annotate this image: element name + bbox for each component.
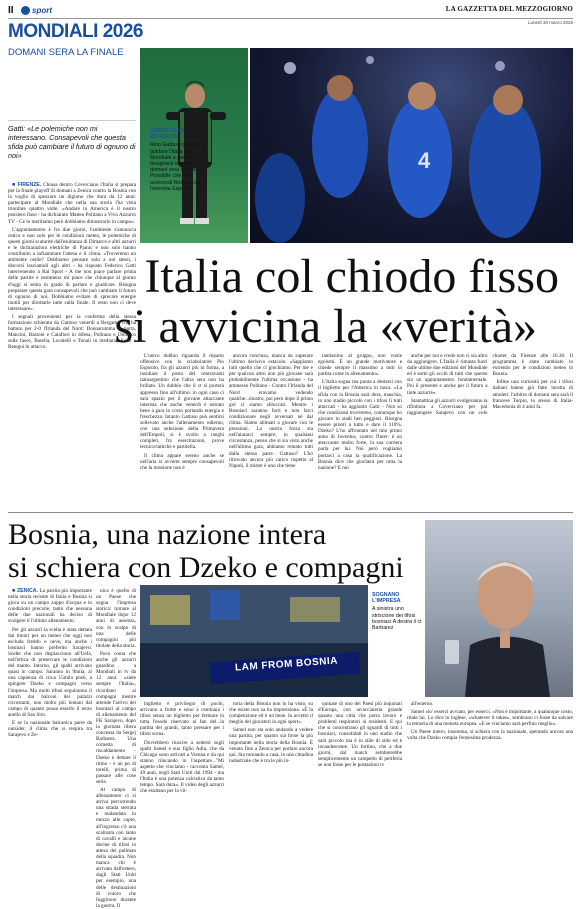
- article1-col1-p2: L'appuntamento è fra due giorni, l'ambiente s'annuncia ostico e non solo per le condizioni meteo, le polemiche di questi giorni scaturite dall'esultanza di Dimarco e altri azzurri e le dichiarazioni elettriche di Pjanic e non solo hanno contribuito a infiammare l'attesa e il clima. «Troveremo un ambiente ostile? Dobbiamo pensare solo a noi stessi, i discorsi lasciamoli agli altri - ha risposto Federico Gatti intervenendo a Rai Sport - A me non piace parlare prima delle partite e nemmeno mi piace che chiunque al giorno d'oggi si senta in grado di parlare e giudicare. Bisogna preparare questa gara consapevoli che può cambiare il futuro di ognuno di noi. Dobbiamo evitare di sprecare energie inutili per dirottarle tutte sulla finale. Il resto non ci deve interessare».: [8, 226, 136, 312]
- headline-main-line1: Italia col chiodo fisso: [144, 250, 559, 303]
- article2-col6: [407, 701, 573, 836]
- article1-dateline-bullet: ■: [12, 182, 18, 188]
- article1-col5-p2: Stamattina gli azzurri svolgeranno la rifinitura a Coverciano per poi raggiungere Sarajevo con un volo charter da Firenze alle 16.30. Il programma è stato cambiato in extremis per le condizioni meteo in Bosnia.: [407, 353, 573, 416]
- headline-secondary-line2: si schiera con Dzeko e compagni: [8, 551, 404, 584]
- fans-crowd: [140, 585, 368, 697]
- article2-col5: [318, 701, 402, 836]
- page-number: II: [8, 5, 14, 16]
- article2-col3-p2: Dovrebbero riuscire a sedersi sugli spalti Samel e suo figlio Adin, che da Chicago sono arrivati a Vienna e da qui stanno rilucando in l'aspettare..."Mi aspetto che vinciamo - racconta Samel, 49 anni, negli Stati Uniti dal 1994 - ma l'Italia è una potenza calcistica da tanto tempo. Sarà dura». Il video degli azzurri che esultano per la vit-: [140, 739, 224, 795]
- article1-col4-p1: tantissimo al gruppo, non vuole egoismi. È un grande motivatore e chiede sempre il massimo a tutti in partita come in allenamento».: [318, 353, 402, 378]
- fans-banner-text: LAM FROM BOSNIA: [234, 655, 339, 674]
- players-figures: [250, 48, 573, 243]
- article2-dateline-bullet: ■: [12, 588, 18, 594]
- article2-col1-p2: Per gli azzurri la scelta è stata dettata dai timori per un meteo che oggi non escluda freddo e neve, ma anche i bosniaci hanno preferito Sarajevo. Scelte che non dispiacciono all'Uefa, nell'ottica di preservare le condizioni del manto. Intorno, gli spalti arrivano quasi in campo. Saranno in 9mila, ai una capienza di circa 15mila posti, a spingere Dzeko e compagni verso l'impresa. Ma molti tifosi seguiranno il match dai balconi dei palazzi circostanti, non molto più lontani dal campo di quanto possa esserlo il terzo anello di San Siro.: [8, 626, 92, 718]
- kicker-title: MONDIALI 2026: [8, 21, 143, 42]
- photo-bosnia-fans: [140, 585, 368, 697]
- article1-col5-p1: anche per noi e credo non ci sia altro da aggiungere. L'Italia è rimasta fuori dalle ultime due edizioni del Mondiale ed è sotto gli occhi di tutti che questo sia un appuntamento fondamentale. Poi il presente e anche per il futuro a tinte azzurre».: [407, 353, 488, 396]
- quote-text: Gatti: «Le polemiche non mi interessano. Consapevoli che questa sfida può cambiare il futuro di ognuno di noi»: [8, 124, 136, 160]
- headline-main-line2: si avvicina la «verità»: [114, 300, 537, 353]
- coach-portrait: [425, 520, 573, 697]
- photo-italy-celebration: [250, 48, 573, 243]
- article2-col6-p3: Un Paese intero, insomma, si schiera con la nazionale, sperando ancora una volta che Dzeko compia l'ennesima prodezza.: [407, 729, 573, 742]
- section-logo-badge: [21, 6, 30, 15]
- article1-col4-p2: L'Italia sogna ma punta a destarsi con il biglietto per l'America in tasca. «La sfida con la Bosnia sarà dura, maschia, in uno stadio piccolo con i tifosi lì tutti attaccati - ha aggiunto Gatti - Non so che condizioni troveremo, comunque ho giocato in stadi ben peggiori. Bisogna essere pronti a tutto e dare il 110%. Dzeko? L'ho affrontato nel mio primo anno di Juventus, contro l'Inter: è un attaccante molto forte, la sua carriera parla per lui. Noi però vogliamo portarci a casa la qualificazione. La Bosnia dice che giocherà per tutta la nazione? E noi: [318, 379, 402, 471]
- article2-col2-p3: Al campo di allenamento ci si arriva percorrendo una strada sterrata e malandata in mezzo alle capre, all'ingresso c'è una scalinata con tanto di cavalli e alcune decine di tifosi in attesa del pullman della squadra. Non manca chi è arrivato dall'estero, dagli Stati Uniti per esempio, una delle destinazioni di coloro che fuggirono durante la guerra. Il: [96, 787, 136, 909]
- article2-col2-rendered: [96, 588, 136, 909]
- article2-col6-p2: Samel «lo' esserci avviato, per esserci. «Non è importante, a qualunque costo, ritale lui. Lo dice in inglese, «whatever it takes», sembrano ci fosse da salvare la temoria di una moneta europea. «E se vinciamo sarà perfino meglio».: [407, 709, 573, 728]
- article2-col3: [140, 701, 224, 836]
- caption-body-2: A sinistra uno striscione dei tifosi bosniaci A destra il ct Barbarez: [372, 606, 422, 632]
- article1-col3: [229, 353, 313, 508]
- article2-col1: [8, 588, 92, 836]
- article1-col1: [8, 182, 136, 508]
- article1-col3-p1: ancora conclusa, manca da superare l'ultimo decisivo ostacolo. «Sappiamo tutti quello che ci giochiamo. Per me e per qualcun altro non più giovane sarà probabilmente l'ultima occasione - ha ammesso Politano - Contro l'Irlanda del Nord eravamo vedendo qualche...mostro, poi però dopo il primo gol ci siamo sbloccati. Mentre i Bosniaci saranno forti e non farci condizionare negli avversari né dal clima. Siamo abituati a giocare con le pressioni. La nostra forza sta nell'aiutarci sempre, in qualsiasi circostanza, penso che si sia visto anche nell'ultima gara, abbiamo remato tutti dalla stessa parte. Gattuso? L'ho ritrovato ancora più carico rispetto al Napoli, il mister è uno che tiene: [229, 353, 313, 469]
- caption-body-1: Rino Gattuso proverà a guidare l'Italia al Mondiale e per farlo bisognerà vincere domani sera in Bosnia Possibile che 4 ct avvicendi Retegui con l'interista Esposito: [150, 142, 205, 192]
- caption-head-2: SOGNANO L'IMPRESA: [372, 592, 401, 605]
- article2-col4-p1: toria della Bosnia non lo ha visto, su che esiste non sa ha impressiona. «È la competizione ed è un bene. Io accetto il meglio dei giocatori in ogni sport».: [229, 701, 313, 726]
- kicker-subtitle: DOMANI SERA LA FINALE: [8, 47, 124, 58]
- article2-col6-p1: all'esterno.: [411, 701, 434, 707]
- article2-col4: [229, 701, 313, 836]
- article1-col5-p3: Infine una curiosità per cui i tifosi italiani hanno già fatto incetta di amuleti: l'arbitro di domani sera sarà il francese Turpin, lo stesso di Italia-Macedonia di 4 anni fa.: [492, 379, 573, 410]
- photo-caption-2: [372, 592, 422, 631]
- page-header: [8, 6, 573, 19]
- article1-col5: [407, 353, 573, 508]
- article2-col3-p1: biglietto è privilegio di pochi, arrivano a frotte e sono a centinaia i tifosi senza un biglietto per fermare in tutta l'esodo riservato ai fan del...la partita dei grandi, tanto pressare per i tifosi scena.: [140, 701, 224, 738]
- article2-col1-p3: E se la nazionale balcanica parte da outsider, il clima che si respira tra Sarajevo e Ze-: [8, 719, 92, 739]
- article1-col2-p1: L'unico dubbio riguarda il reparto offensivo con lo sciabolatore Pio Esposito, fra gli azzurri più in forma, a insidiare il posto del centravanti italoargentino che l'altra sera non ha brillato. Un dubbio che il ct si porterà appresso fino all'ultimo: in ogni caso ci sarà spazio per il giovane attaccante interista che anche venerdì è entrato bene a gara in corso portando energia e freschezza. Intanto Gattuso può sentirsi sollevato anche l'allenamento odierno, con una selezione della Primavera dell'Empoli, si è svolto a ranghi completi, fra esercitazioni, prove tecnico/tattiche e partitella.: [140, 353, 224, 451]
- caption-head-1: CONTO ALLA ROVESCIA: [150, 128, 185, 141]
- headline-secondary-line1: Bosnia, una nazione intera: [8, 518, 327, 551]
- pull-quote: [8, 120, 136, 180]
- issue-date: Lunedì 30 marzo 2026: [527, 20, 573, 25]
- photo-barbarez: [425, 520, 573, 697]
- article1-dateline: FIRENZE.: [17, 182, 42, 188]
- article1-col2: [140, 353, 224, 508]
- article2-dateline: ZENICA.: [17, 588, 38, 594]
- article2-col2-p1: nica è quello di un Paese che sogna l'impresa storica: tornare al Mondiale dopo 12 anni di assenza, con lo scalpo di una delle compagini più titolate della storia.: [96, 588, 136, 649]
- article1-col2-p2: Il clima appare sereno anche se nell'aria si avverte sempre consapevoli che la missione non è: [140, 452, 224, 471]
- section-divider: [8, 512, 573, 513]
- newspaper-name: LA GAZZETTA DEL MEZZOGIORNO: [445, 5, 573, 13]
- article2-col4-p2: Samel non sta solo andando a vedere una partita, per quanto sia forse la più importante nella storia della Bosnia. È venuto fino a Zenica per portare ancora qui. Sta tornando a casa, in una cittadina industriale che è tra le più in-: [229, 727, 313, 764]
- article2-col2-p2: Poco conta che anche gli azzurri guardino a Mondiali in tv da 12 anni: «siete sempre l'Italia», ricordano ai compagni mentre attende l'arrivo dei bosniaci al campo di allenamento del FK Sarajevo, dopo la giornata libera concessa da Sergej Barbarez. Una cornetta di riscaldamento - Dzeko è dettare il ritmo - e un po di torelli, prima di passare alle cose serie.: [96, 650, 136, 785]
- article2-col5-p1: quinate di uno dei Paesi più inquinati d'Europa, con un'acciaieria grande quanto una città che porta lavoro e problemi respiratori ai residenti. E qui che si concentrano gli sguardi di tutti i bosniaci, consolidati in uno stadio che sarà piccolo ma è in stile di stile ed è incandescente. Un fortino, che a due giorni, dal match sembrerebbe semplicemente un campetto di periferia se non fosse per le postazioni tv: [318, 701, 402, 768]
- article1-col1-p3: I segnali provenienti per la conferma della stessa formazione schierata da Gattuso venerdì a Bergamo che ha battuto per 2-0 l'Irlanda del Nord: Donnarumma in porta, Mancini, Bastoni e Calafiori in difesa, Politano e Dimarco sulle fasce, Barella, Locatelli e Tonali in mediana, Kean e Retegui in attacco.: [8, 313, 136, 351]
- article1-col1-p1: Chiusa dentro Coverciano l'Italia si prepara per la finale playoff di domani a Zenica contro la Bosnia con la voglia di spezzare un digiuno che dura da 12 anni: partecipare al Mondiale che nella sua storia l'ha vista trionfare quattro volte. «Andare in America è il nostro pensiero fisso - ha dichiarato Matteo Politano a Vivo Azzurro TV - Ce lo meritiamo però dobbiamo dimostrarlo in campo».: [8, 182, 136, 225]
- article1-col4: [318, 353, 402, 508]
- article2-col1-p1: La partita più importante nella storia recente di Italia e Bosnia si gioca su un campo zuppo d'acqua e in condizioni precarie, tanto che nessuna delle due nazionali ha deciso di svolgere il l'ultimo allenamento.: [8, 588, 93, 625]
- photo-caption-1: [150, 128, 206, 192]
- headline-secondary: [8, 518, 428, 584]
- svg-text:4: 4: [418, 148, 431, 173]
- section-logo: sport: [32, 6, 52, 15]
